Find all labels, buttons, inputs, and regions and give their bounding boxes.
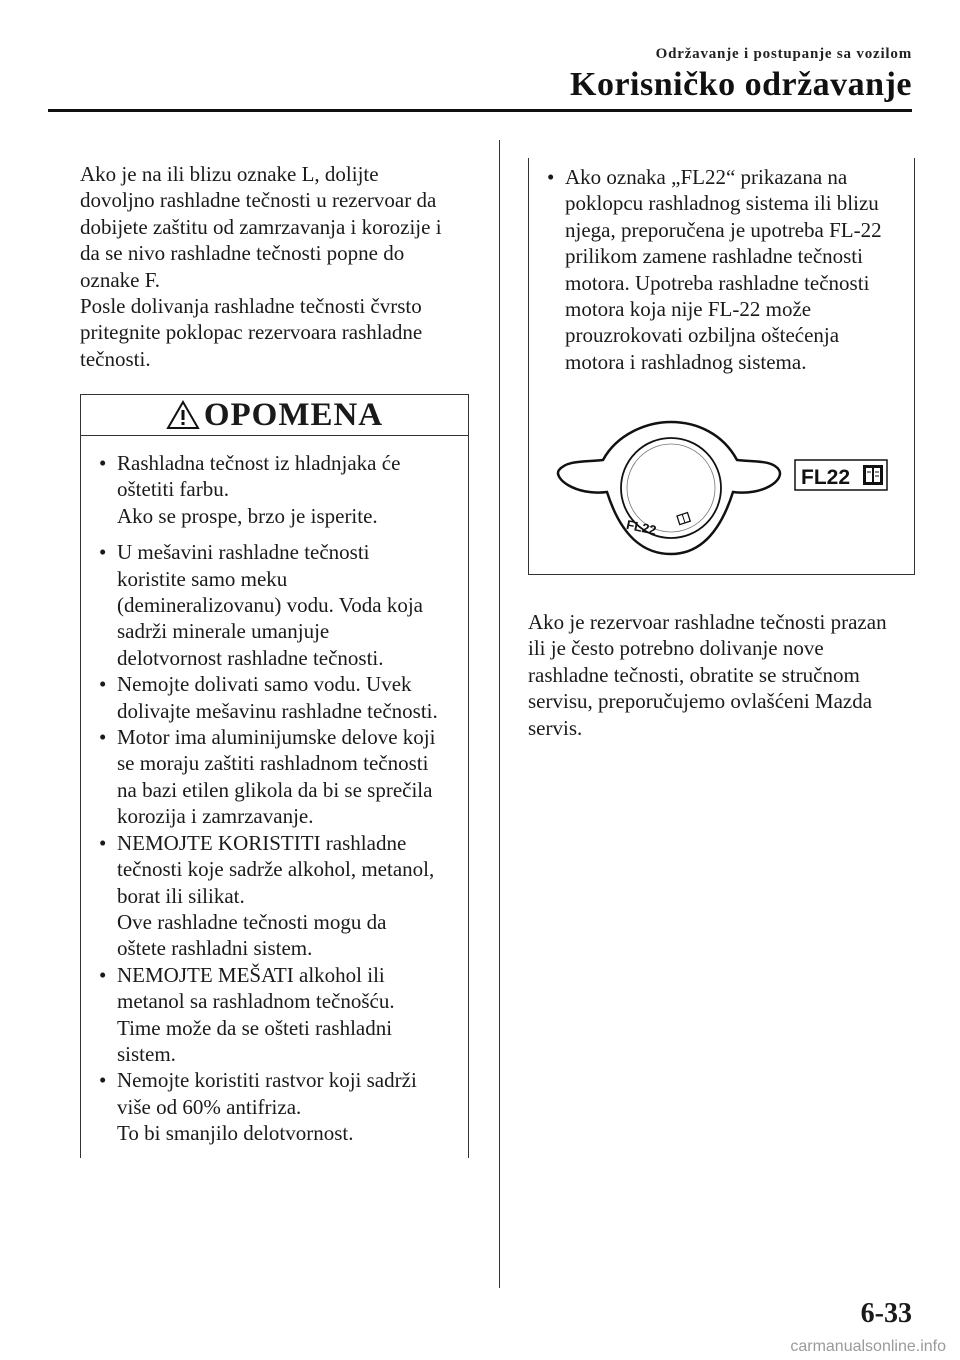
list-item (97, 539, 468, 671)
text-line: tečnosti. (80, 346, 151, 371)
left-column (80, 161, 480, 372)
text-line: motora i rashladnog sistema. (565, 349, 807, 374)
paragraph-empty-reservoir (528, 609, 918, 741)
text-line: Ako je rezervoar rashladne tečnosti prazan (528, 610, 887, 634)
fl22-badge (795, 460, 887, 490)
text-line: sadrži minerale umanjuje (117, 619, 330, 644)
text-line: prilikom zamene rashladne tečnosti (565, 244, 863, 269)
text-line: dovoljno rashladne tečnosti u rezervoar da (80, 188, 437, 213)
text-line: metanol sa rashladnom tečnošću. (117, 989, 395, 1014)
text-line: NEMOJTE MEŠATI alkohol ili (117, 962, 385, 987)
list-item (97, 671, 468, 724)
warning-triangle-icon (166, 400, 200, 430)
bullet: • (99, 540, 107, 565)
warning-title: OPOMENA (203, 396, 384, 433)
text-line: Rashladna tečnost iz hladnjaka će (117, 451, 401, 475)
text-line: rashladne tečnosti, obratite se stručnom (528, 662, 860, 687)
text-line: korozija i zamrzavanje. (117, 804, 314, 829)
text-line: Posle dolivanja rashladne tečnosti čvrsto (80, 294, 422, 319)
text-line: To bi smanjilo delotvornost. (117, 1121, 354, 1146)
text-line: oznake F. (80, 267, 160, 292)
text-line: više od 60% antifriza. (117, 1094, 302, 1119)
bullet: • (99, 830, 107, 855)
text-line: delotvornost rashladne tečnosti. (117, 645, 384, 670)
bullet: • (99, 451, 107, 475)
text-line: servis. (528, 715, 583, 740)
text-line: pritegnite poklopac rezervoara rashladne (80, 320, 423, 345)
text-line: prouzrokovati ozbiljna oštećenja (565, 323, 840, 348)
paragraph-tighten-cap (80, 293, 470, 372)
text-line: sistem. (117, 1041, 176, 1066)
warning-header (81, 395, 468, 436)
text-line: motora. Upotreba rashladne tečnosti (565, 270, 870, 295)
text-line: motora koja nije FL-22 može (565, 297, 812, 322)
text-line: Motor ima aluminijumske delove koji (117, 725, 436, 750)
list-item (97, 962, 468, 1068)
watermark: carmanualsonline.info (790, 1338, 946, 1355)
text-line: poklopcu rashladnog sistema ili blizu (565, 191, 879, 216)
list-item (97, 450, 468, 529)
section-subtitle: Održavanje i postupanje sa vozilom (655, 46, 912, 62)
text-line: Time može da se ošteti rashladni (117, 1015, 393, 1040)
text-line: dolivajte mešavinu rashladne tečnosti. (117, 698, 438, 723)
bullet: • (99, 672, 107, 697)
text-line: koristite samo meku (117, 566, 288, 591)
text-line: Ove rashladne tečnosti mogu da (117, 909, 387, 934)
bullet: • (99, 725, 107, 750)
list-item (97, 830, 468, 962)
text-line: da se nivo rashladne tečnosti popne do (80, 241, 405, 266)
text-line: se moraju zaštiti rashladnom tečnosti (117, 751, 429, 776)
list-item (97, 724, 468, 830)
manual-book-icon (863, 465, 883, 485)
list-item (97, 1067, 468, 1146)
column-divider (499, 140, 500, 1288)
warning-box (80, 394, 469, 1158)
text-line: ili je često potrebno dolivanje nove (528, 636, 824, 661)
paragraph-refill (80, 161, 470, 293)
text-line: borat ili silikat. (117, 883, 245, 908)
bullet: • (99, 1068, 107, 1093)
warning-list (81, 436, 468, 1147)
text-line: dobijete zaštitu od zamrzavanja i korozije i (80, 214, 442, 239)
fl22-note (529, 158, 914, 375)
text-line: na bazi etilen glikola da bi se sprečila (117, 777, 433, 802)
cap-fl22-label: FL22 (624, 516, 658, 538)
text-line: Ako se prospe, brzo je isperite. (117, 503, 378, 528)
text-line: Nemojte koristiti rastvor koji sadrži (117, 1068, 417, 1093)
page-title: Korisničko održavanje (570, 66, 912, 103)
text-line: oštete rashladni sistem. (117, 936, 313, 961)
text-line: Ako je na ili blizu oznake L, dolijte (80, 162, 379, 186)
bullet: • (99, 962, 107, 987)
radiator-cap-illustration (547, 420, 897, 560)
page-number: 6-33 (860, 1298, 912, 1329)
text-line: njega, preporučena je upotreba FL-22 (565, 217, 882, 242)
text-line: (demineralizovanu) vodu. Voda koja (117, 593, 423, 618)
radiator-cap-outline (558, 422, 780, 554)
text-line: servisu, preporučujemo ovlašćeni Mazda (528, 689, 873, 714)
text-line: U mešavini rashladne tečnosti (117, 540, 370, 565)
text-line: Nemojte dolivati samo vodu. Uvek (117, 672, 412, 697)
bullet: • (547, 165, 555, 189)
text-line: Ako oznaka „FL22“ prikazana na (565, 165, 848, 189)
right-column-paragraph (528, 609, 918, 741)
text-line: NEMOJTE KORISTITI rashladne (117, 830, 407, 855)
text-line: oštetiti farbu. (117, 477, 229, 502)
badge-fl22-label: FL22 (801, 466, 851, 489)
text-line: tečnosti koje sadrže alkohol, metanol, (117, 857, 435, 882)
header-rule (48, 109, 912, 112)
fl22-note-box (528, 158, 915, 575)
